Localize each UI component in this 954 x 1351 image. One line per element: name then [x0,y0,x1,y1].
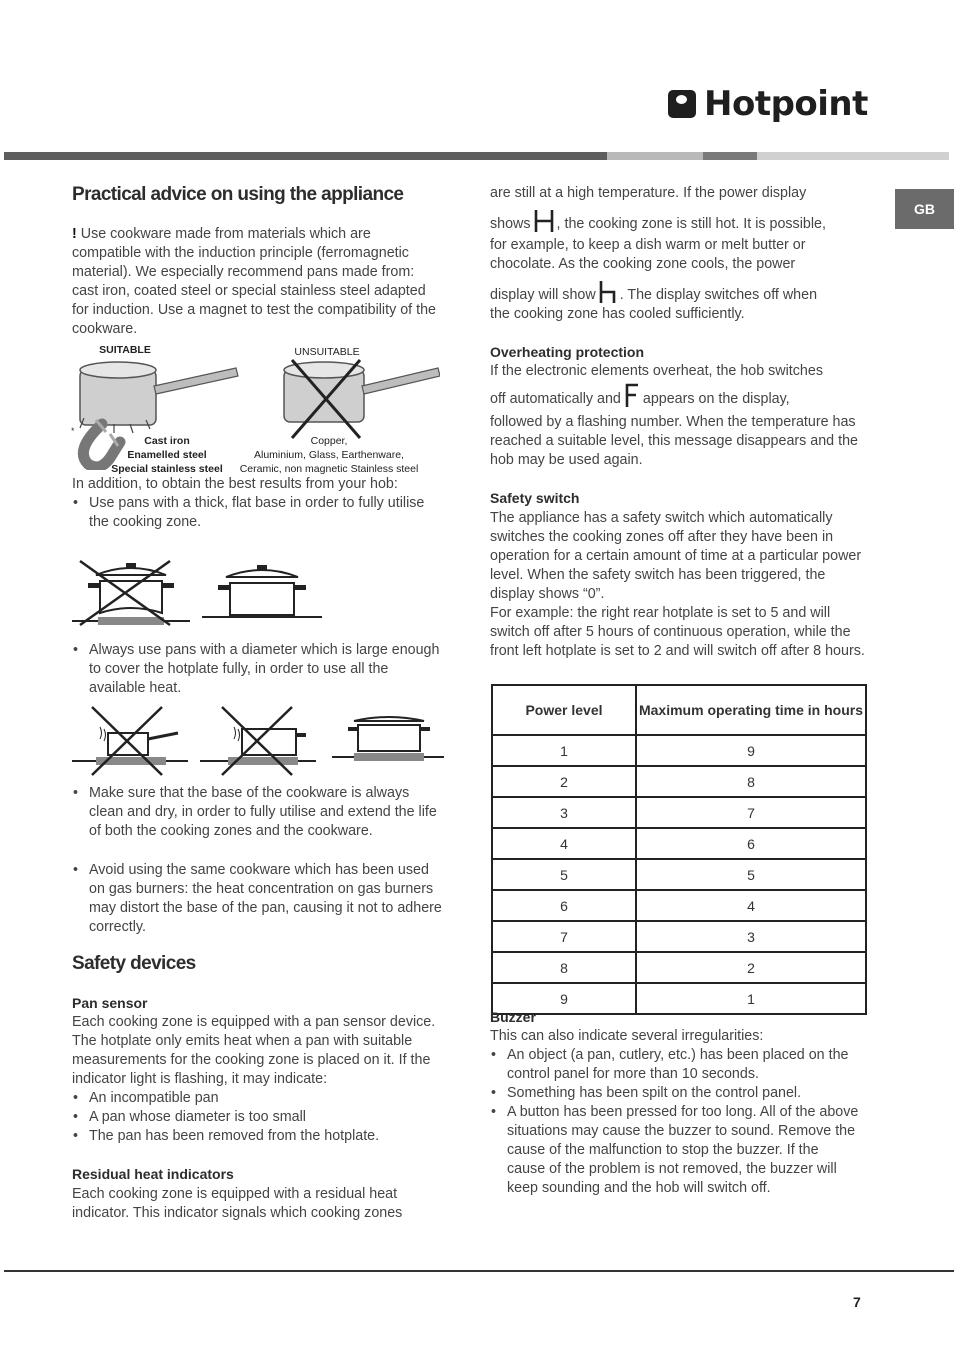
header-bar-light [607,152,703,160]
language-tab: GB [895,189,954,229]
header-bar-dark [4,152,607,160]
pan-diameter-figure [70,703,446,778]
overheating-3: followed by a flashing number. When the temperature has reached a suitable level, this message disappears and the hob may be used again. [490,414,858,468]
table-row: 7 3 [492,921,866,952]
header-bar-mid [703,152,757,160]
table-header-row [492,685,866,735]
unsuitable-pan-illustration [284,360,440,438]
table-row: 2 8 [492,766,866,797]
table-row: 9 1 [492,983,866,1014]
warped-pan-illustration [72,561,190,625]
residual-heat-text: Each cooking zone is equipped with a residual heat indicator. This indicator signals which cooking zones [72,1186,403,1221]
display-F-icon [623,383,641,409]
brand-name: Hotpoint [704,84,868,124]
correct-pan-illustration [332,717,444,761]
brand-mark-icon [668,90,696,118]
display-h-icon [598,279,618,305]
list-item: • An incompatible pan [72,1089,442,1108]
brand-logo [668,84,868,124]
page-number: 7 [853,1294,861,1310]
bullets-d [72,861,442,937]
bullets-c [72,784,444,841]
pan-sensor-title: Pan sensor [72,995,148,1011]
pan-sensor-bullets [72,1089,442,1146]
safety-devices-title: Safety devices [72,953,196,974]
practical-title: Practical advice on using the appliance [72,184,404,205]
list-item: • Always use pans with a diameter which is large enough to cover the hotplate fully, in order to use all the available heat. [72,641,442,698]
buzzer-bullets [490,1046,860,1198]
column-header-power: Power level [492,685,636,735]
residual-cont-1: are still at a high temperature. If the power display [490,185,807,201]
safety-switch-example: For example: the right rear hotplate is set to 5 and will switch off after 5 hours of continuous operation, while the front left hotplate is set to 2 and will switch off after 8 hours. [490,605,865,659]
list-item: • An object (a pan, cutlery, etc.) has been placed on the control panel for more than 10 seconds. [490,1046,860,1084]
table-row: 8 2 [492,952,866,983]
in-addition-text: In addition, to obtain the best results from your hob: [72,476,398,492]
residual-heat-title: Residual heat indicators [72,1166,234,1182]
bullets-a [72,494,437,532]
flat-pan-illustration [202,565,322,617]
suitable-label: SUITABLE [99,344,151,356]
bullets-b [72,641,442,698]
svg-text:*: * [71,426,75,436]
power-level-table [491,684,867,1015]
list-item: • The pan has been removed from the hotplate. [72,1127,442,1146]
safety-switch-title: Safety switch [490,490,580,506]
buzzer-title: Buzzer [490,1009,536,1025]
residual-cont-3: for example, to keep a dish warm or melt butter or chocolate. As the cooking zone cools, the power [490,237,806,272]
table-row: 6 4 [492,890,866,921]
safety-switch-text: The appliance has a safety switch which automatically switches the cooking zones off after they have been in operation for a certain amount of time at a particular power level. When the safety switch has been triggered, the display shows “0”. [490,510,862,602]
residual-cont-4: display will show . The display switches off when [490,279,865,305]
suitable-caption: Cast iron Enamelled steel Special stainless steel [111,435,223,475]
table-row: 1 9 [492,735,866,766]
unsuitable-label: UNSUITABLE [294,346,360,358]
display-H-icon [533,208,555,234]
list-item: • Use pans with a thick, flat base in order to fully utilise the cooking zone. [72,494,437,532]
overheating-2: off automatically and appears on the display, [490,383,865,409]
list-item: • A pan whose diameter is too small [72,1108,442,1127]
list-item: • A button has been pressed for too long. All of the above situations may cause the buzzer to sound. Remove the cause of the malfunction to stop the buzzer. If the cause of the problem is not removed, the buzzer will keep sounding and the hob will switch off. [490,1103,860,1198]
overheating-title: Overheating protection [490,344,645,360]
table-row: 5 5 [492,859,866,890]
practical-intro: ! Use cookware made from materials which are compatible with the induction principle (ferromagnetic material). We especially recommend pans made from: cast iron, coated steel or special stainless steel adapted for induction. Use a magnet to test the compatibility of the cookware. [72,226,436,337]
unsuitable-caption: Copper, Aluminium, Glass, Earthenware, Ceramic, non magnetic Stainless steel [239,435,419,475]
column-header-time: Maximum operating time in hours [636,685,866,735]
header-bar-lighter [757,152,949,160]
table-row: 4 6 [492,828,866,859]
small-pan-illustration [72,707,188,775]
overheating-1: If the electronic elements overheat, the hob switches [490,363,823,379]
list-item: • Avoid using the same cookware which has been used on gas burners: the heat concentration on gas burners may distort the base of the pan, causing it not to adhere correctly. [72,861,442,937]
table-row: 3 7 [492,797,866,828]
residual-cont-2: shows , the cooking zone is still hot. It is possible, [490,208,865,234]
footer-rule [4,1270,954,1272]
list-item: • Make sure that the base of the cookware is always clean and dry, in order to fully utilise and extend the life of both the cooking zones and the cookware. [72,784,444,841]
medium-pan-illustration [200,707,316,775]
pan-sensor-text: Each cooking zone is equipped with a pan sensor device. The hotplate only emits heat when a pan with suitable measurements for the cooking zone is placed on it. If the indicator light is flashing, it may indicate: [72,1014,436,1087]
flat-base-figure [70,555,325,630]
residual-cont-5: the cooking zone has cooled sufficiently. [490,306,745,322]
buzzer-intro: This can also indicate several irregularities: [490,1028,764,1044]
list-item: • Something has been spilt on the control panel. [490,1084,860,1103]
